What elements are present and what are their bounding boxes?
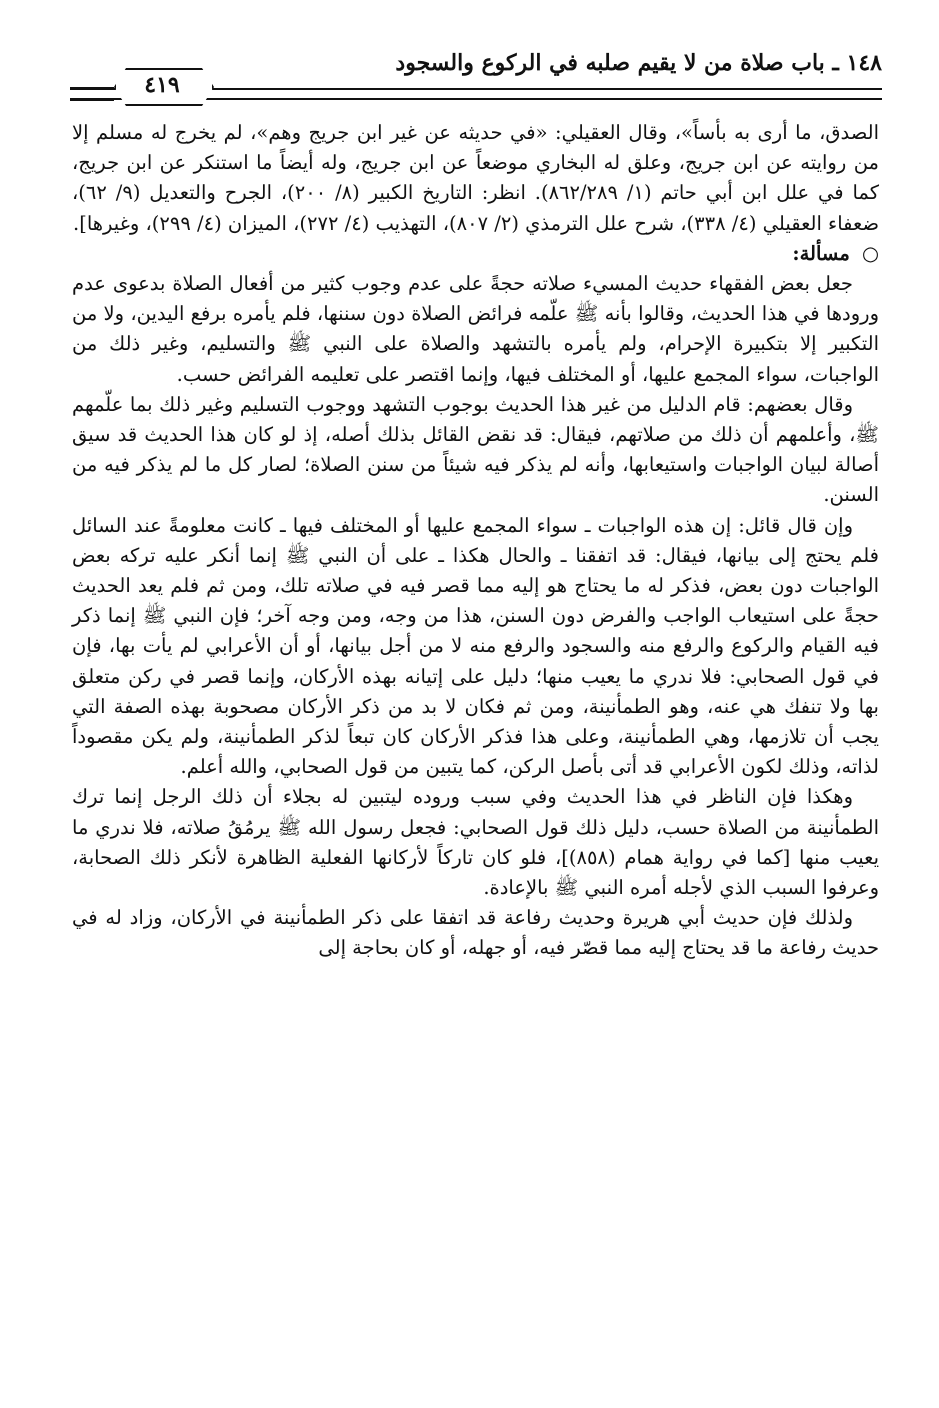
paragraph: جعل بعض الفقهاء حديث المسيء صلاته حجةً على عدم وجوب كثير من أفعال الصلاة بدعوى عدم ورودها في هذا الحديث، وقالوا بأنه ﷺ علّمه فرائض الصلاة دون سننها، فلم يأمره برفع اليدين، ولا من التكبير إلا بتكبيرة الإحرام، ولم يأمره بالتشهد والصلاة على النبي ﷺ والتسليم، وغير ذلك من الواجبات، سواء المجمع عليها، أو المختلف فيها، وإنما اقتصر على تعليمه الفرائض حسب. [72,272,879,386]
page-body [72,118,879,964]
header-left-rule [70,87,114,101]
page-header [70,50,882,106]
circle-bullet-icon: ○ [861,241,879,265]
issue-title: مسألة: [792,241,850,265]
page-number: ٤١٩ [144,72,180,98]
issue-heading [72,239,879,269]
paragraph: وقال بعضهم: قام الدليل من غير هذا الحديث بوجوب التشهد ووجوب التسليم وغير ذلك بما علّمهم ﷺ، وأعلمهم أن ذلك من صلاتهم، فيقال: قد نقض القائل بذلك أصله، إذ لو كان هذا الحديث قد سيق أصالة لبيان الواجبات واستيعابها، وأنه لم يذكر فيه شيئاً من سنن الصلاة؛ لصار كل ما لم يذكر فيه من السنن. [72,392,879,507]
chapter-title: ١٤٨ ـ باب صلاة من لا يقيم صلبه في الركوع والسجود [395,50,882,76]
paragraph: وهكذا فإن الناظر في هذا الحديث وفي سبب وروده ليتبين له بجلاء أن ذلك الرجل إنما ترك الطمأنينة من الصلاة حسب، دليل ذلك قول الصحابي: فجعل رسول الله ﷺ يرمُقُ صلاته، فلا ندري ما يعيب منها [كما في رواية همام (٨٥٨)]، فلو كان تاركاً لأركانها الفعلية الظاهرة لأنكر ذلك الصحابة، وعرفوا السبب الذي لأجله أمره النبي ﷺ بالإعادة. [72,785,879,900]
footnote-continuation: الصدق، ما أرى به بأساً»، وقال العقيلي: «في حديثه عن غير ابن جريج وهم»، لم يخرج له مسلم إلا من روايته عن ابن جريج، وعلق له البخاري موضعاً عن ابن جريج، وله أيضاً ما استنكر عن ابن جريج، كما في علل ابن أبي حاتم (١/ ٨٦٢/٢٨٩). انظر: التاريخ الكبير (٨/ ٢٠٠)، الجرح والتعديل (٩/ ٦٢)، ضعفاء العقيلي (٤/ ٣٣٨)، شرح علل الترمذي (٢/ ٨٠٧)، التهذيب (٤/ ٢٧٢)، الميزان (٤/ ٢٩٩)، وغيرها]. [72,121,879,235]
paragraph: ولذلك فإن حديث أبي هريرة وحديث رفاعة قد اتفقا على ذكر الطمأنينة في الأركان، وزاد له في حديث رفاعة ما قد يحتاج إليه مما قصّر فيه، أو جهله، أو كان بحاجة إلى [72,906,879,960]
paragraph: وإن قال قائل: إن هذه الواجبات ـ سواء المجمع عليها أو المختلف فيها ـ كانت معلومةً عند السائل فلم يحتج إلى بيانها، فيقال: قد اتفقنا ـ والحال هكذا ـ على أن النبي ﷺ إنما أنكر عليه تركه بعض الواجبات دون بعض، فذكر له ما يحتاج هو إليه مما قصر فيه في صلاته تلك، ومن ثم فلم يعد الحديث حجةً على استيعاب الواجب والفرض دون السنن، هذا من وجه، ومن وجه آخر؛ فإن النبي ﷺ إنما ذكر فيه القيام والركوع والرفع منه والسجود والرفع منه لا من أجل بيانها، أو أن الأعرابي لم يأت بها، فإن في قول الصحابي: فلا ندري ما يعيب منها؛ دليل على إتيانه بهذه الأركان، وإنما قصر في ركن متعلق بها ولا تنفك هي عنه، وهو الطمأنينة، ومن ثم فكان لا بد من ذكر الأركان مصحوبة بهذه الصفة التي يجب أن تلازمها، وهي الطمأنينة، وعلى هذا فذكر الأركان كان تبعاً لذكر الطمأنينة، ولم يكن مقصوداً لذاته، وذلك لكون الأعرابي قد أتى بأصل الركن، كما يتبين من قول الصحابي، والله أعلم. [72,513,879,779]
